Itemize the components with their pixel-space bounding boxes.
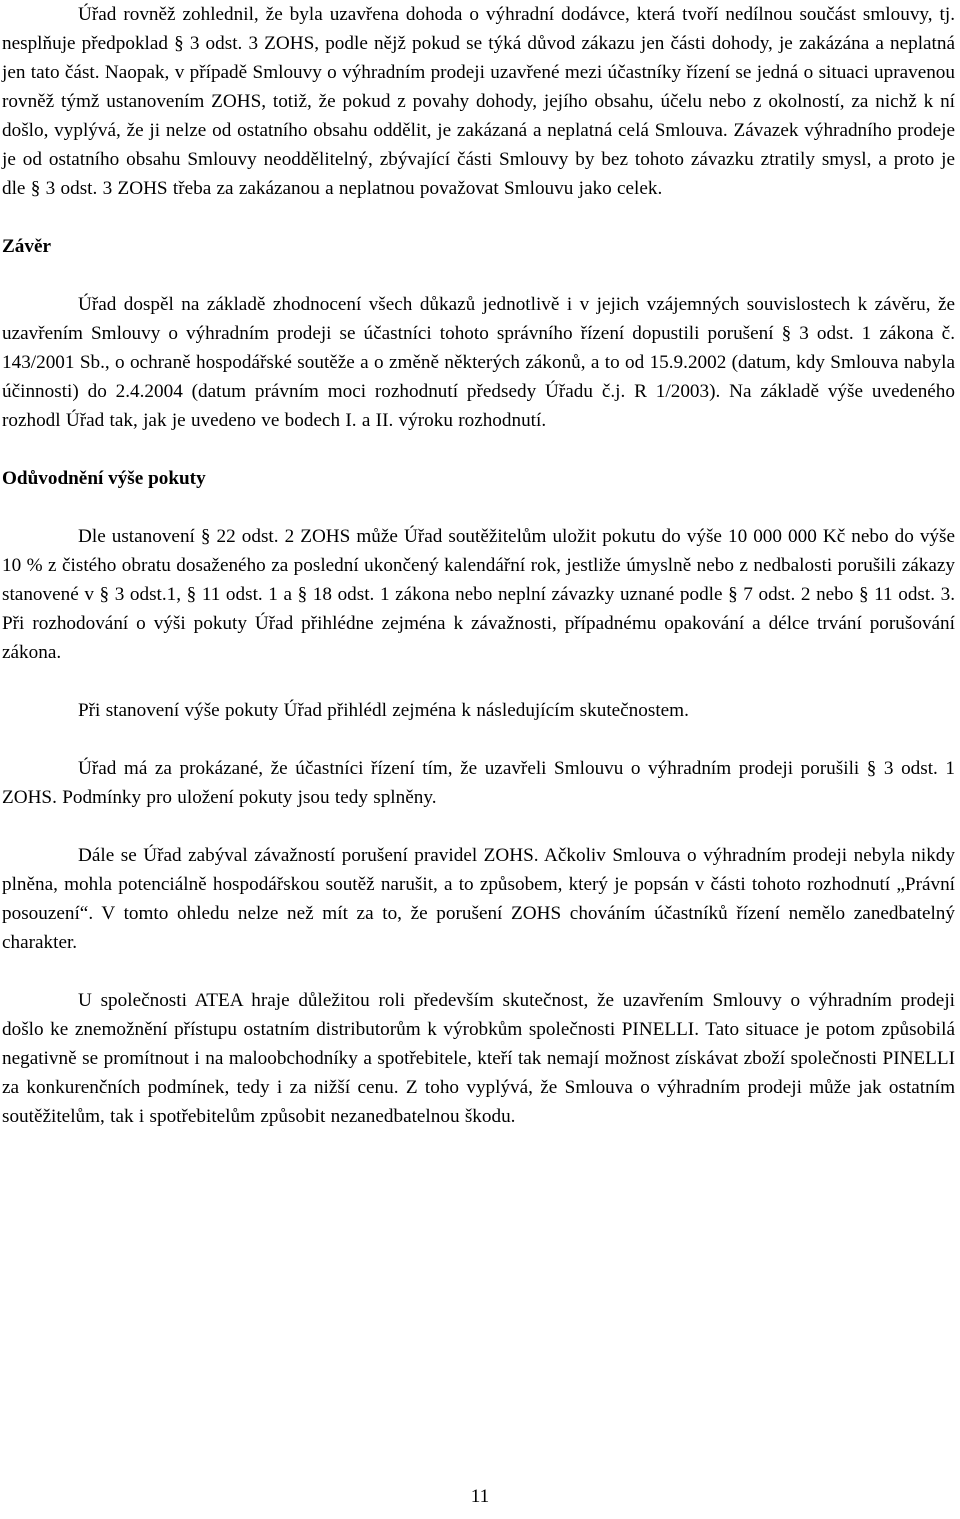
heading-oduvodneni-pokuty: Odůvodnění výše pokuty [2, 468, 206, 489]
paragraph-zaver: Úřad dospěl na základě zhodnocení všech důkazů jednotlivě i v jejich vzájemných souvislostech k závěru, že uzavřením Smlouvy o výhradním prodeji se účastníci tohoto správního řízení dopustili porušení § 3 odst. 1 zákona č. 143/2001 Sb., o ochraně hospodářské soutěže a o změně některých zákonů, a to od 15.9.2002 (datum, kdy Smlouva nabyla účinnosti) do 2.4.2004 (datum právním moci rozhodnutí předsedy Úřadu č.j. R 1/2003). Na základě výše uvedeného rozhodl Úřad tak, jak je uvedeno ve bodech I. a II. výroku rozhodnutí. [2, 294, 955, 431]
paragraph-zavaznost: Dále se Úřad zabýval závažností porušení pravidel ZOHS. Ačkoliv Smlouva o výhradním prodeji nebyla nikdy plněna, mohla potenciálně hospodářskou soutěž narušit, a to způsobem, který je popsán v části tohoto rozhodnutí „Právní posouzení“. V tomto ohledu nelze než mít za to, že porušení ZOHS chováním účastníků řízení nemělo zanedbatelný charakter. [2, 845, 955, 953]
paragraph-atea: U společnosti ATEA hraje důležitou roli především skutečnost, že uzavřením Smlouvy o výhradním prodeji došlo ke znemožnění přístupu ostatním distributorům k výrobkům společnosti PINELLI. Tato situace je potom způsobilá negativně se promítnout i na maloobchodníky a spotřebitele, kteří tak nemají možnost získávat zboží společnosti PINELLI za konkurenčních podmínek, tedy i za nižší cenu. Z toho vyplývá, že Smlouva o výhradním prodeji může jak ostatním soutěžitelům, tak i spotřebitelům způsobit nezanedbatelnou škodu. [2, 990, 955, 1127]
paragraph-smlouva-neplatnost: Úřad rovněž zohlednil, že byla uzavřena dohoda o výhradní dodávce, která tvoří nedílnou součást smlouvy, tj. nesplňuje předpoklad § 3 odst. 3 ZOHS, podle nějž pokud se týká důvod zákazu jen části dohody, je zakázána a neplatná jen tato část. Naopak, v případě Smlouvy o výhradním prodeji uzavřené mezi účastníky řízení se jedná o situaci upravenou rovněž týmž ustanovením ZOHS, totiž, že pokud z povahy dohody, jejího obsahu, účelu nebo z okolností, za nichž k ní došlo, vyplývá, že ji nelze od ostatního obsahu oddělit, je zakázaná a neplatná celá Smlouva. Závazek výhradního prodeje je od ostatního obsahu Smlouvy neoddělitelný, zbývající části Smlouvy by bez tohoto závazku ztratily smysl, a proto je dle § 3 odst. 3 ZOHS třeba za zakázanou a neplatnou považovat Smlouvu jako celek. [2, 4, 955, 199]
paragraph-pri-stanoveni: Při stanovení výše pokuty Úřad přihlédl zejména k následujícím skutečnostem. [78, 700, 689, 721]
page-number: 11 [470, 1486, 490, 1507]
paragraph-dle-ustanoveni: Dle ustanovení § 22 odst. 2 ZOHS může Úřad soutěžitelům uložit pokutu do výše 10 000 000 Kč nebo do výše 10 % z čistého obratu dosaženého za poslední ukončený kalendářní rok, jestliže úmyslně nebo z nedbalosti porušili zákazy stanovené v § 3 odst.1, § 11 odst. 1 a § 18 odst. 1 zákona nebo neplní závazky uznané podle § 7 odst. 2 nebo § 11 odst. 3. Při rozhodování o výši pokuty Úřad přihlédne zejména k závažnosti, případnému opakování a délce trvání porušování zákona. [2, 526, 955, 663]
heading-zaver: Závěr [2, 236, 52, 257]
paragraph-urad-ma-za-prokazane: Úřad má za prokázané, že účastníci řízení tím, že uzavřeli Smlouvu o výhradním prodeji porušili § 3 odst. 1 ZOHS. Podmínky pro uložení pokuty jsou tedy splněny. [2, 758, 955, 808]
document-body [2, 0, 955, 1131]
